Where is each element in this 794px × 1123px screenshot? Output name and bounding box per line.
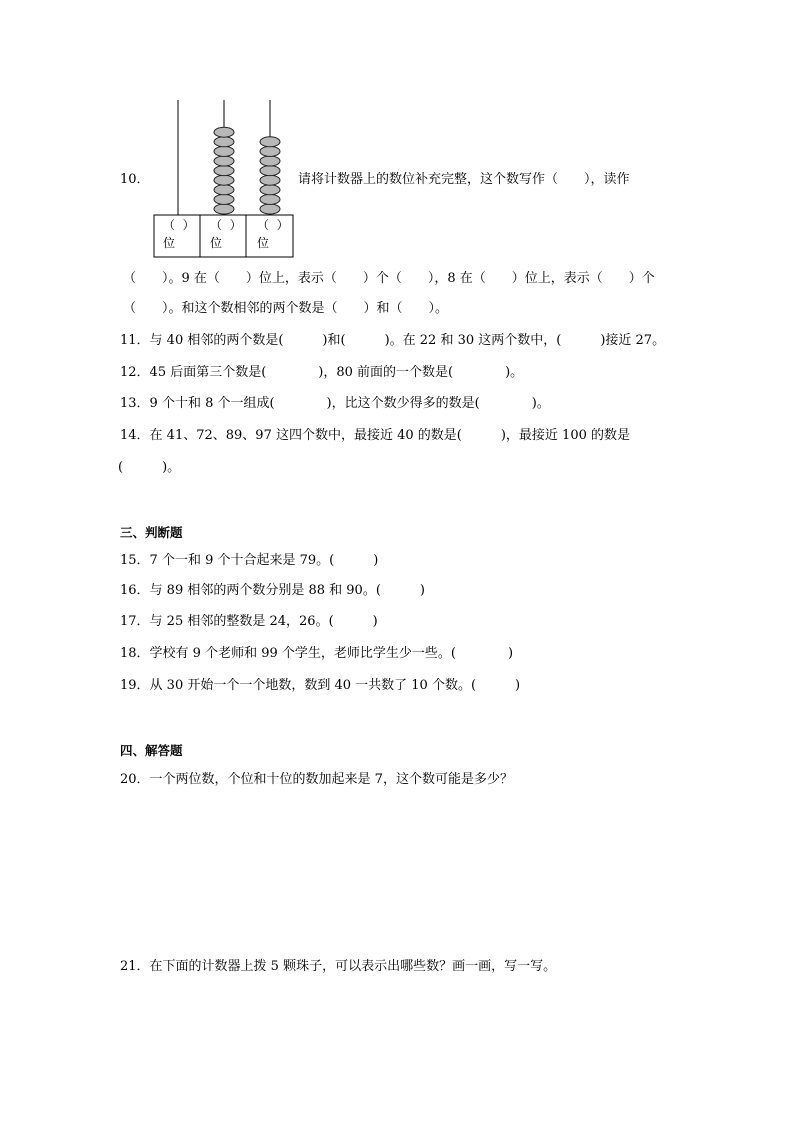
bead-tens — [214, 204, 234, 214]
beads-tens-group — [214, 127, 234, 214]
bead-tens — [214, 156, 234, 166]
bead-ones — [260, 146, 280, 156]
place-label-tens: （ ） 位 — [210, 218, 242, 250]
question-13: 13．9 个十和 8 个一组成( )，比这个数少得多的数是( )。 — [120, 396, 550, 411]
place-label-hundreds: （ ） 位 — [163, 218, 195, 250]
question-11: 11．与 40 相邻的两个数是( )和( )。在 22 和 30 这两个数中，( )接近 27。 — [120, 333, 666, 348]
question-17: 17．与 25 相邻的整数是 24，26。( ) — [120, 614, 378, 629]
place-label-ones: （ ） 位 — [257, 218, 289, 250]
question-10-text-a: 请将计数器上的数位补充完整，这个数写作（ ），读作 — [298, 172, 630, 187]
question-19: 19．从 30 开始一个一个地数，数到 40 一共数了 10 个数。( ) — [120, 678, 521, 693]
question-20: 20．一个两位数，个位和十位的数加起来是 7，这个数可能是多少？ — [120, 772, 513, 787]
question-18: 18．学校有 9 个老师和 99 个学生，老师比学生少一些。( ) — [120, 646, 514, 661]
question-10-text-b: （ ）。9 在（ ）位上，表示（ ）个（ ），8 在（ ）位上，表示（ ）个 — [123, 271, 655, 286]
bead-ones — [260, 175, 280, 185]
section-3-heading: 三、判断题 — [120, 525, 183, 540]
question-16: 16．与 89 相邻的两个数分别是 88 和 90。( ) — [120, 583, 425, 598]
question-15: 15．7 个一和 9 个十合起来是 79。( ) — [120, 553, 379, 568]
question-12: 12．45 后面第三个数是( )，80 前面的一个数是( )。 — [120, 365, 524, 380]
bead-ones — [260, 185, 280, 195]
bead-tens — [214, 175, 234, 185]
question-10-number: 10． — [120, 172, 150, 187]
bead-tens — [214, 185, 234, 195]
question-10-text-c: （ ）。和这个数相邻的两个数是（ ）和（ ）。 — [123, 301, 449, 316]
question-14-a: 14．在 41、72、89、97 这四个数中，最接近 40 的数是( )，最接近 100 的数是 — [120, 428, 631, 443]
bead-ones — [260, 204, 280, 214]
question-14-b: ( )。 — [118, 460, 181, 475]
bead-ones — [260, 156, 280, 166]
bead-tens — [214, 194, 234, 204]
question-21: 21．在下面的计数器上拨 5 颗珠子，可以表示出哪些数？画一画，写一写。 — [120, 959, 557, 974]
bead-tens — [214, 146, 234, 156]
bead-tens — [214, 137, 234, 147]
bead-ones — [260, 137, 280, 147]
bead-tens — [214, 127, 234, 137]
bead-tens — [214, 166, 234, 176]
beads-ones-group — [260, 137, 280, 214]
bead-ones — [260, 166, 280, 176]
section-4-heading: 四、解答题 — [120, 743, 183, 758]
bead-ones — [260, 194, 280, 204]
